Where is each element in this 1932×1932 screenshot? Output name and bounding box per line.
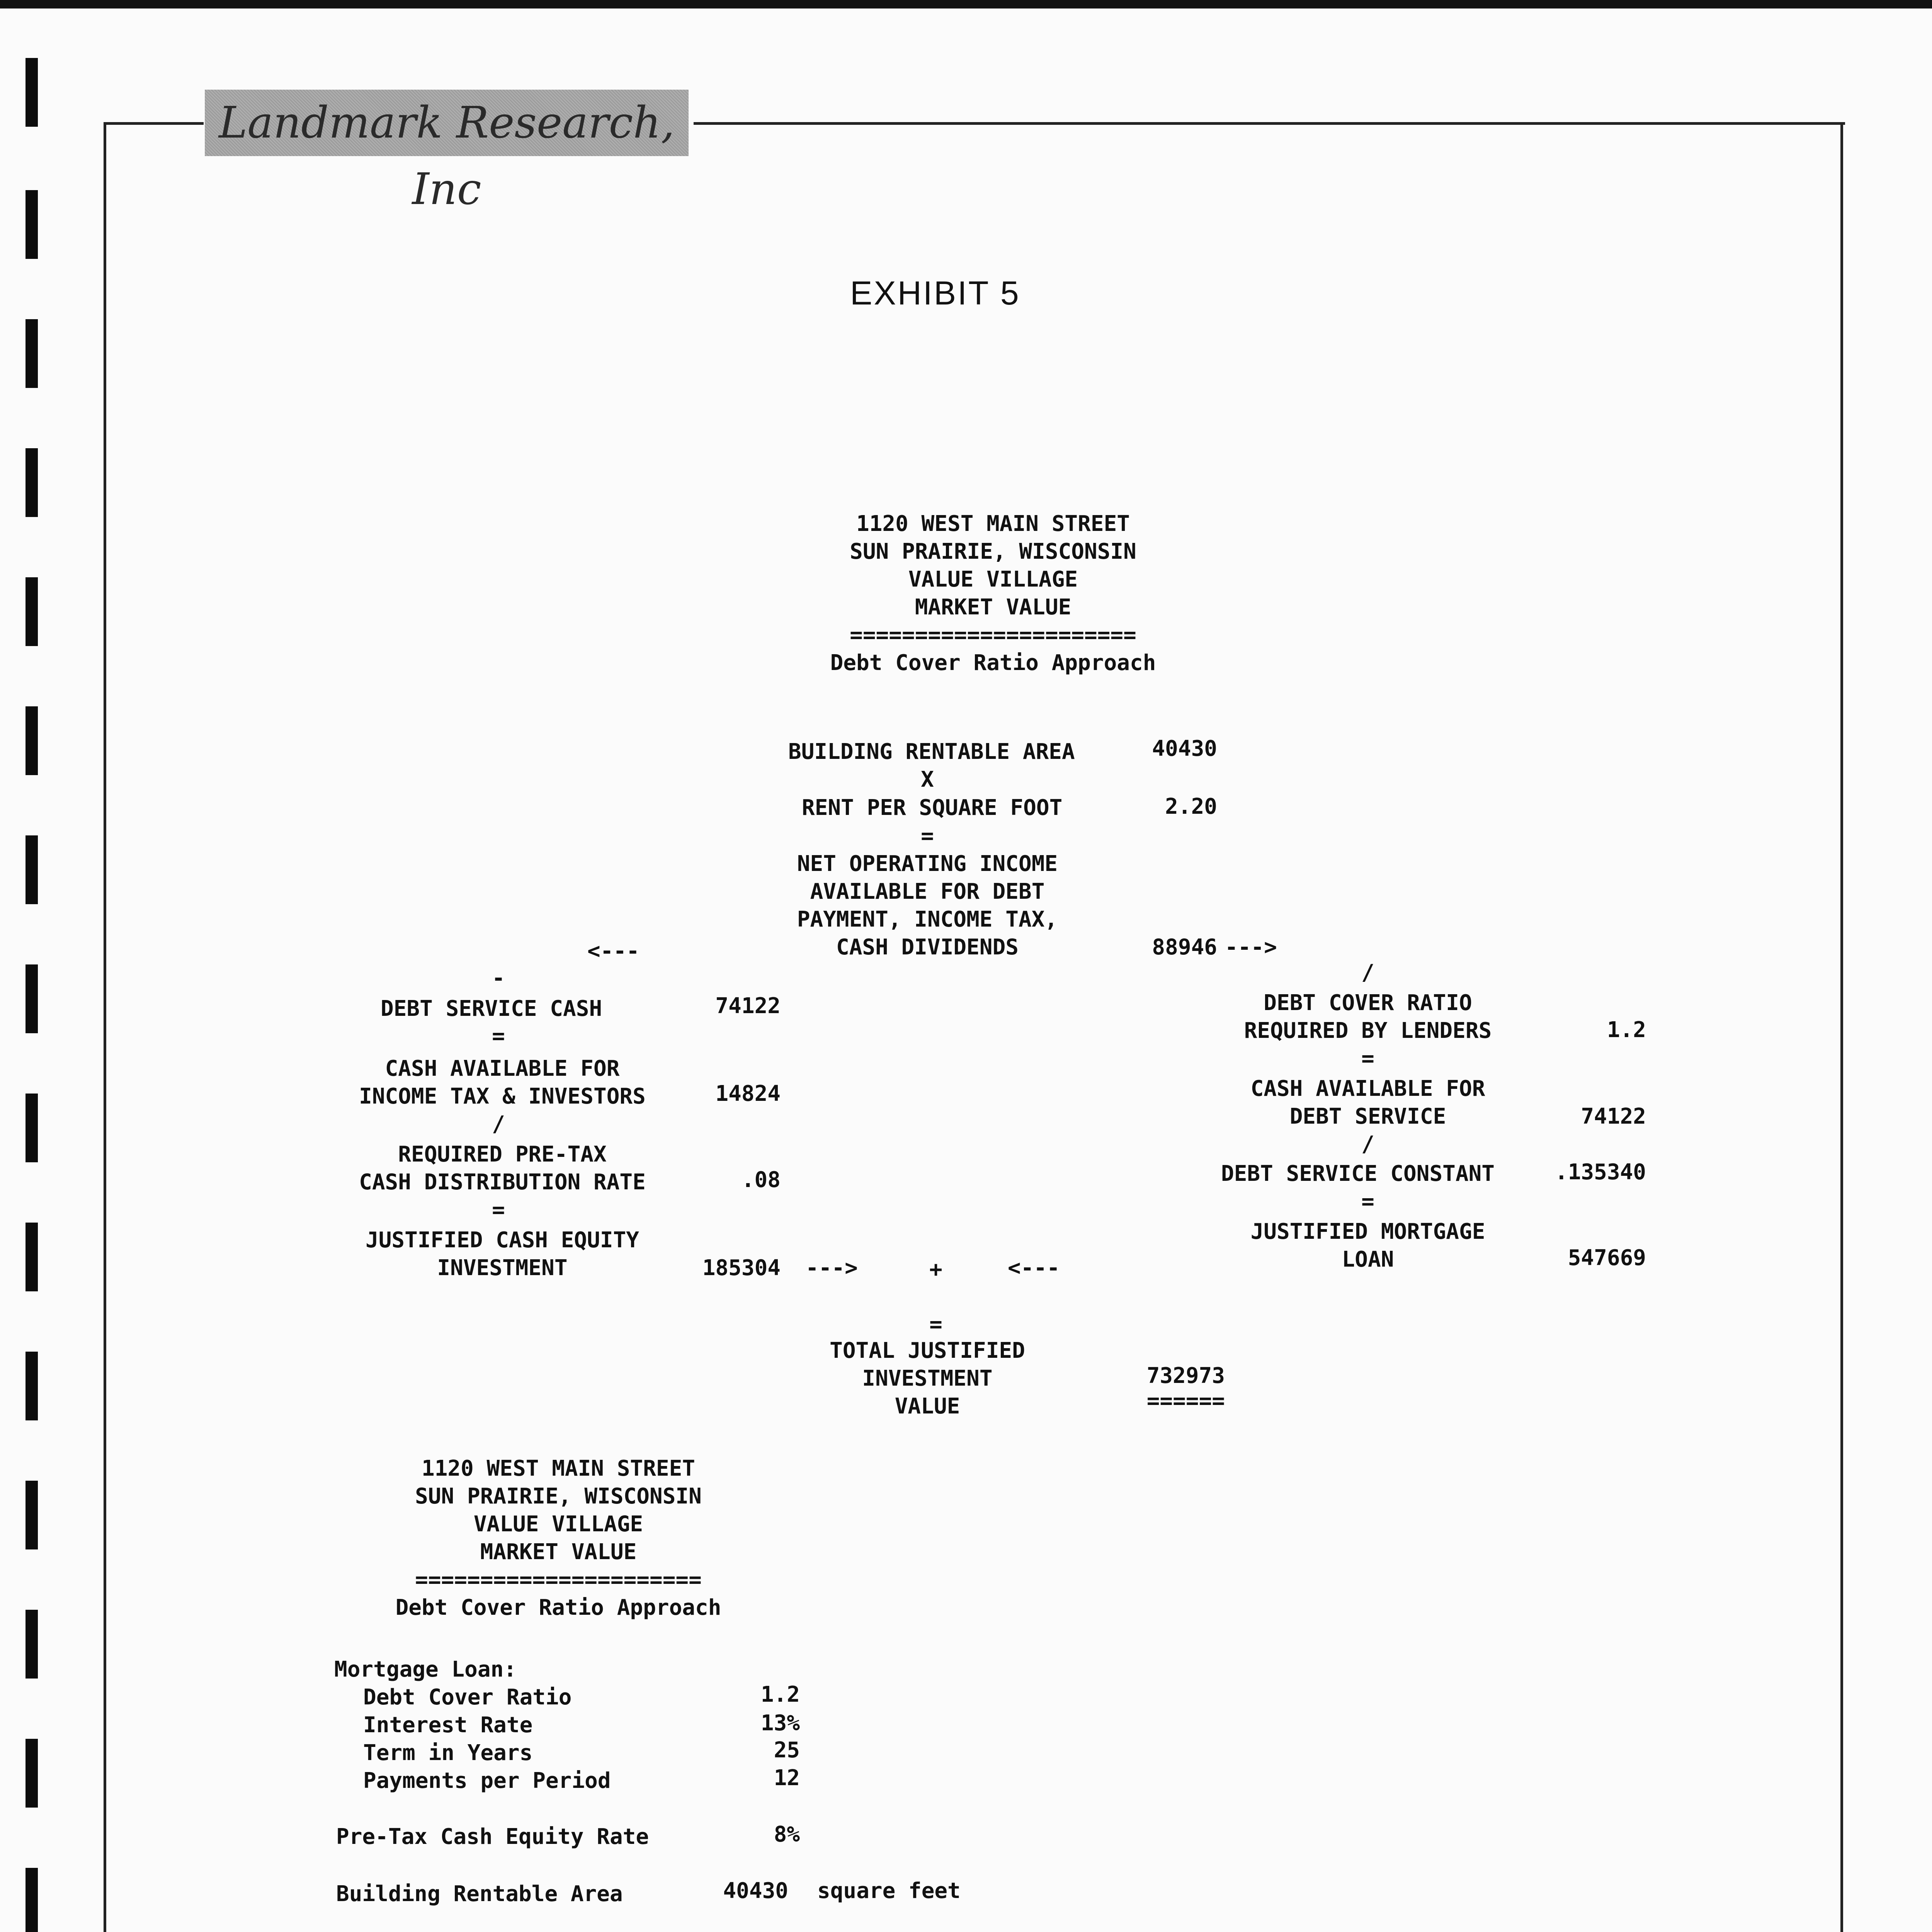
plus-sign: +: [929, 1257, 942, 1282]
cash-available-label-line: INCOME TAX & INVESTORS: [359, 1084, 646, 1109]
left-arrow: <---: [587, 939, 639, 964]
equity-value: 185304: [702, 1255, 781, 1281]
divide-sign: /: [1361, 1132, 1374, 1157]
dcr-value: 1.2: [1607, 1017, 1646, 1043]
noi-label-line: PAYMENT, INCOME TAX,: [797, 907, 1058, 932]
summary-row-value: 13%: [760, 1711, 800, 1736]
summary-header-line: SUN PRAIRIE, WISCONSIN: [415, 1484, 702, 1509]
total-underline: ======: [1146, 1388, 1225, 1413]
cash-available-value: 14824: [715, 1081, 781, 1106]
summary-header-line: ======================: [415, 1567, 702, 1592]
constant-label: DEBT SERVICE CONSTANT: [1221, 1161, 1495, 1186]
binder-mark: [26, 190, 38, 259]
constant-value: .135340: [1554, 1160, 1646, 1185]
summary-row-value: 25: [774, 1738, 800, 1763]
diagram-header-line: 1120 WEST MAIN STREET: [856, 511, 1130, 536]
noi-label-line: CASH DIVIDENDS: [836, 935, 1019, 960]
area-value: 40430: [723, 1878, 788, 1903]
divide-sign: /: [492, 1112, 505, 1137]
rent-label: RENT PER SQUARE FOOT: [802, 795, 1063, 820]
noi-value: 88946: [1152, 935, 1217, 960]
binder-mark: [26, 1610, 38, 1679]
binder-mark: [26, 964, 38, 1033]
equals-sign: =: [929, 1312, 942, 1337]
binder-mark: [26, 1352, 38, 1420]
building-area-label: BUILDING RENTABLE AREA: [788, 739, 1075, 764]
summary-header-line: 1120 WEST MAIN STREET: [421, 1456, 695, 1481]
frame-line: [694, 122, 1845, 125]
binder-mark: [26, 1481, 38, 1549]
diagram-header-line: Debt Cover Ratio Approach: [830, 650, 1156, 675]
left-arrow: <---: [1008, 1255, 1060, 1281]
binder-mark: [26, 706, 38, 775]
times-sign: X: [921, 767, 934, 792]
equity-label-line: INVESTMENT: [437, 1255, 568, 1281]
summary-row-label: Payments per Period: [363, 1768, 611, 1793]
area-unit: square feet: [817, 1878, 961, 1903]
mortgage-value: 547669: [1568, 1245, 1646, 1270]
equals-sign: =: [1361, 1046, 1374, 1071]
rate-label-line: CASH DISTRIBUTION RATE: [359, 1170, 646, 1195]
divide-sign: /: [1361, 960, 1374, 985]
equity-rate-label: Pre-Tax Cash Equity Rate: [336, 1824, 649, 1849]
area-label: Building Rentable Area: [336, 1881, 623, 1906]
binder-mark: [26, 1094, 38, 1162]
mortgage-label-line: LOAN: [1342, 1247, 1394, 1272]
binder-mark: [26, 835, 38, 904]
diagram-header-line: MARKET VALUE: [915, 595, 1071, 620]
summary-row-label: Term in Years: [363, 1740, 533, 1765]
building-area-value: 40430: [1152, 736, 1217, 761]
debt-service-cash-value: 74122: [715, 993, 781, 1019]
exhibit-title: EXHIBIT 5: [850, 275, 1020, 312]
rate-value: .08: [741, 1167, 781, 1192]
equity-label-line: JUSTIFIED CASH EQUITY: [365, 1228, 639, 1253]
total-label-line: VALUE: [895, 1394, 960, 1419]
debt-service-cash-label: DEBT SERVICE CASH: [381, 996, 602, 1021]
binder-mark: [26, 448, 38, 517]
minus-sign: -: [492, 966, 505, 991]
summary-row-label: Interest Rate: [363, 1713, 533, 1738]
rent-value: 2.20: [1165, 794, 1217, 819]
top-edge: [0, 0, 1932, 9]
rate-label-line: REQUIRED PRE-TAX: [398, 1142, 607, 1167]
frame-line: [105, 122, 204, 125]
binder-mark: [26, 1223, 38, 1291]
summary-header-line: Debt Cover Ratio Approach: [395, 1595, 721, 1620]
cash-debt-value: 74122: [1581, 1104, 1646, 1129]
total-value: 732973: [1146, 1363, 1225, 1388]
dcr-label-line: DEBT COVER RATIO: [1264, 990, 1472, 1015]
binder-mark: [26, 58, 38, 127]
summary-header-line: VALUE VILLAGE: [473, 1512, 643, 1537]
binder-mark: [26, 1868, 38, 1932]
summary-row-value: 1.2: [760, 1682, 800, 1707]
mortgage-loan-heading: Mortgage Loan:: [334, 1657, 517, 1682]
equals-sign: =: [921, 823, 934, 849]
company-logo: Landmark Research, Inc: [205, 90, 689, 156]
equals-sign: =: [1361, 1189, 1374, 1214]
summary-row-label: Debt Cover Ratio: [363, 1685, 572, 1710]
mortgage-label-line: JUSTIFIED MORTGAGE: [1250, 1219, 1485, 1244]
noi-label-line: AVAILABLE FOR DEBT: [810, 879, 1045, 904]
diagram-header-line: VALUE VILLAGE: [908, 567, 1078, 592]
equity-rate-value: 8%: [774, 1822, 800, 1847]
frame-line: [104, 122, 106, 1932]
cash-debt-label-line: CASH AVAILABLE FOR: [1250, 1076, 1485, 1101]
dcr-label-line: REQUIRED BY LENDERS: [1244, 1018, 1492, 1043]
frame-line: [1840, 122, 1843, 1932]
equals-sign: =: [492, 1024, 505, 1049]
equals-sign: =: [492, 1197, 505, 1223]
summary-row-value: 12: [774, 1765, 800, 1791]
right-arrow: --->: [806, 1255, 858, 1281]
diagram-header-line: ======================: [850, 622, 1136, 648]
binder-mark: [26, 319, 38, 388]
total-label-line: INVESTMENT: [862, 1366, 993, 1391]
binder-mark: [26, 577, 38, 646]
cash-available-label-line: CASH AVAILABLE FOR: [385, 1056, 620, 1081]
right-arrow: --->: [1225, 935, 1277, 960]
diagram-header-line: SUN PRAIRIE, WISCONSIN: [850, 539, 1136, 564]
binder-mark: [26, 1739, 38, 1808]
noi-label-line: NET OPERATING INCOME: [797, 851, 1058, 876]
total-label-line: TOTAL JUSTIFIED: [830, 1338, 1025, 1363]
summary-header-line: MARKET VALUE: [480, 1539, 637, 1565]
cash-debt-label-line: DEBT SERVICE: [1289, 1104, 1446, 1129]
